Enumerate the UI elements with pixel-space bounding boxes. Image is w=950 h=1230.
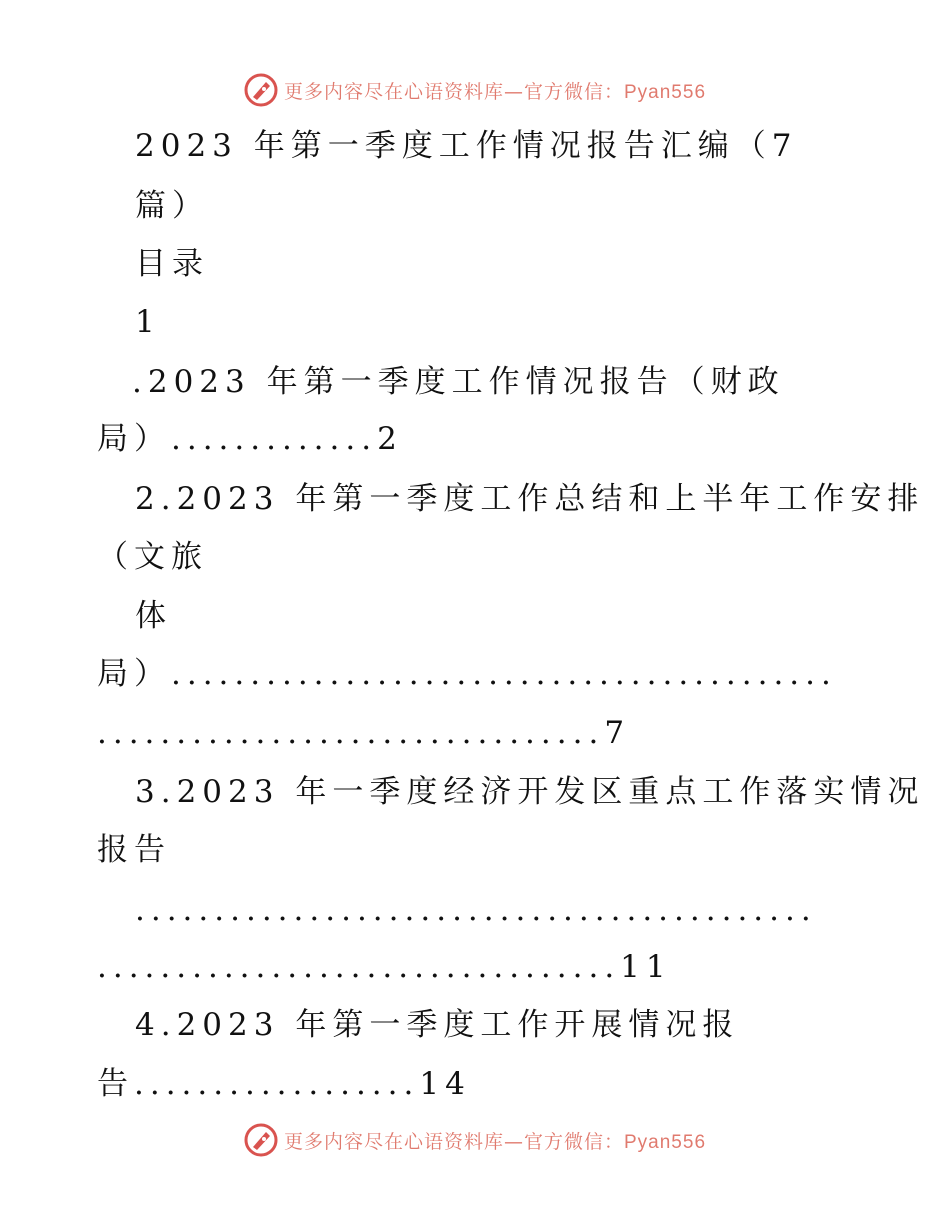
toc-line: 4.2023 年第一季度工作开展情况报 bbox=[135, 1007, 740, 1043]
toc-line: 局）.............2 bbox=[97, 421, 403, 457]
toc-line: .2023 年第一季度工作情况报告（财政 bbox=[132, 364, 785, 400]
banner-text: 更多内容尽在心语资料库—官方微信：Pyan556 bbox=[283, 80, 707, 103]
toc-line: 体 bbox=[135, 598, 172, 634]
toc-line: 报告 bbox=[97, 832, 171, 868]
toc-line: 告..................14 bbox=[97, 1066, 471, 1102]
header-watermark-banner bbox=[0, 70, 950, 110]
toc-line: 局）.......................................... bbox=[97, 656, 837, 692]
footer-watermark-banner bbox=[0, 1120, 950, 1160]
banner-text: 更多内容尽在心语资料库—官方微信：Pyan556 bbox=[283, 1130, 707, 1153]
toc-line: 2.2023 年第一季度工作总结和上半年工作安排 bbox=[135, 481, 925, 517]
toc-line: .................................11 bbox=[97, 949, 672, 985]
toc-heading: 目录 bbox=[135, 246, 209, 282]
toc-line: 3.2023 年一季度经济开发区重点工作落实情况 bbox=[135, 774, 925, 810]
toc-line: ................................7 bbox=[97, 715, 631, 751]
pen-nib-logo-icon bbox=[244, 1123, 278, 1157]
document-title-line2: 篇） bbox=[135, 188, 209, 224]
document-title-line1: 2023 年第一季度工作情况报告汇编（7 bbox=[135, 128, 798, 164]
pen-nib-logo-icon bbox=[244, 73, 278, 107]
toc-line: （文旅 bbox=[97, 539, 208, 575]
toc-line: 1 bbox=[135, 304, 161, 340]
toc-line: ........................................... bbox=[135, 892, 817, 928]
